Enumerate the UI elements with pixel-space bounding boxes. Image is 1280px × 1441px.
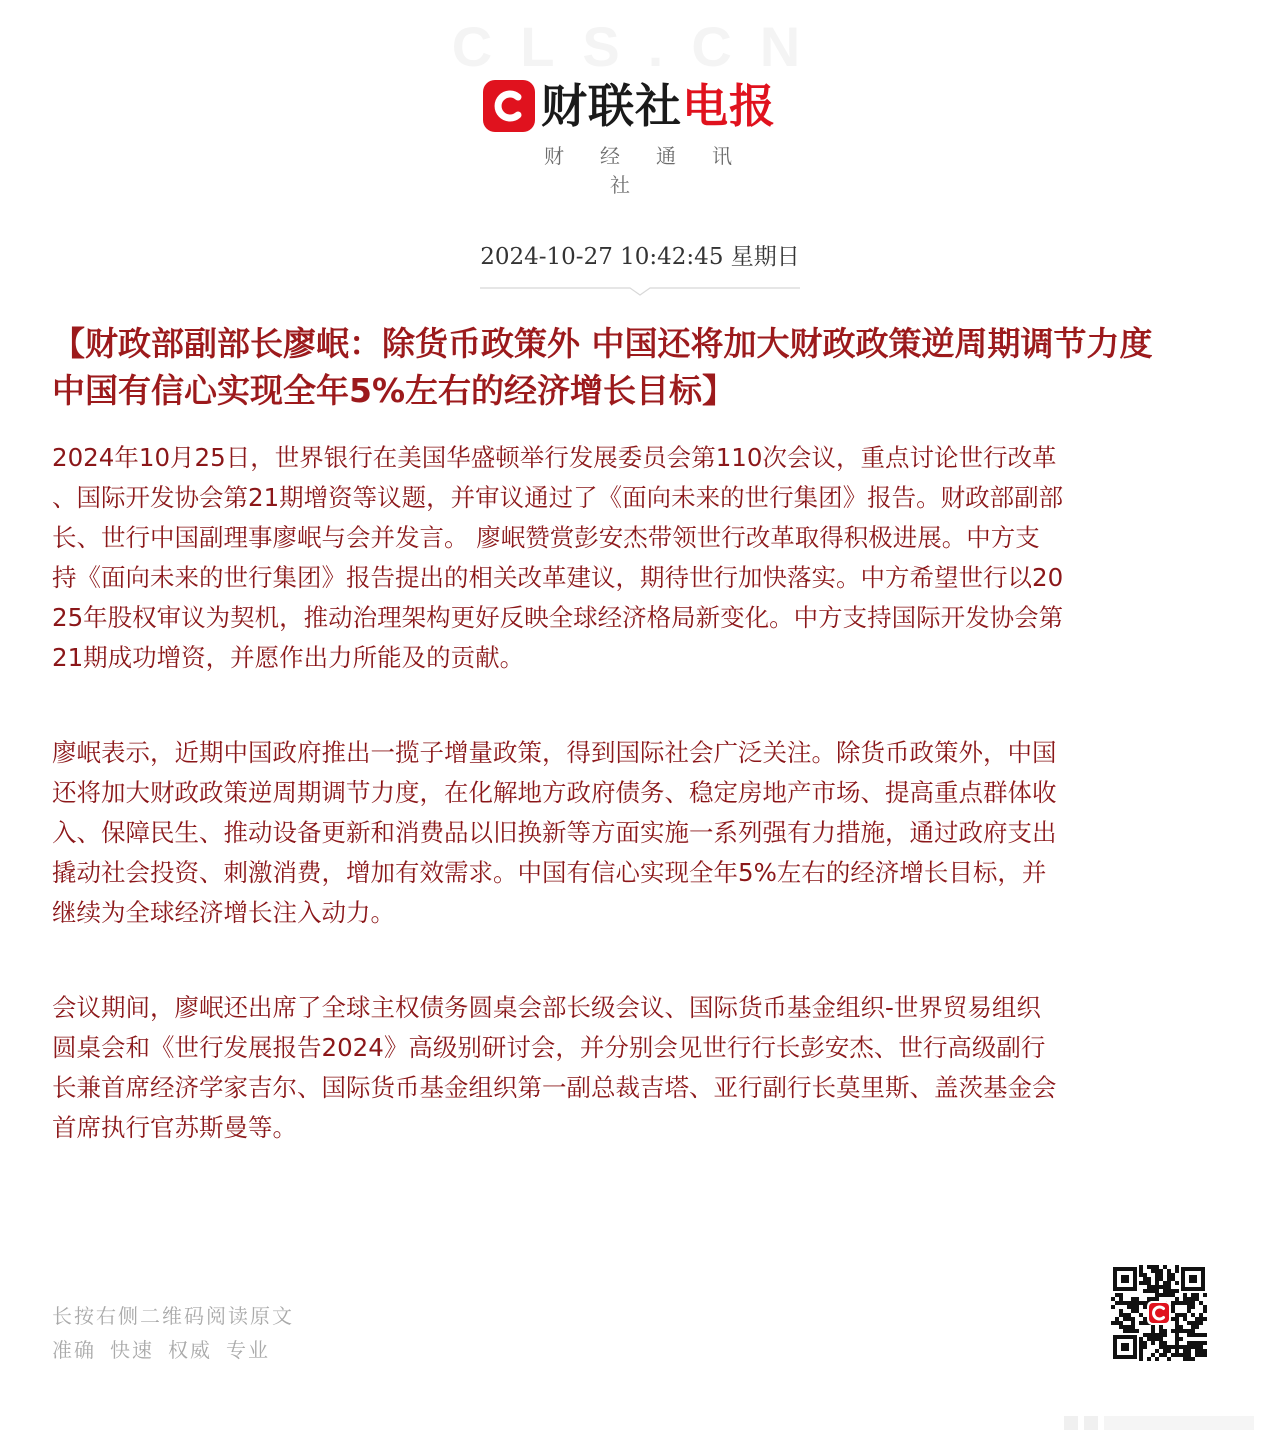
paragraph-line: 还将加大财政政策逆周期调节力度，在化解地方政府债务、稳定房地产市场、提高重点群体收 bbox=[52, 778, 1057, 807]
footer-tags bbox=[52, 1334, 284, 1363]
paragraph-line: 长、世行中国副理事廖岷与会并发言。 廖岷赞赏彭安杰带领世行改革取得积极进展。中方支 bbox=[52, 523, 1040, 552]
logo-wordmark bbox=[541, 78, 776, 134]
qr-prompt: 长按右侧二维码阅读原文 bbox=[52, 1304, 294, 1328]
divider bbox=[480, 286, 800, 296]
footer-tag: 准确 bbox=[52, 1338, 96, 1362]
paragraph-line: 长兼首席经济学家吉尔、国际货币基金组织第一副总裁吉塔、亚行副行长莫里斯、盖茨基金会 bbox=[52, 1073, 1057, 1102]
paragraph-line: 持《面向未来的世行集团》报告提出的相关改革建议，期待世行加快落实。中方希望世行以20 bbox=[52, 563, 1064, 592]
footer-tag: 快速 bbox=[110, 1338, 154, 1362]
paragraph-line: 、国际开发协会第21期增资等议题，并审议通过了《面向未来的世行集团》报告。财政部副部 bbox=[52, 483, 1064, 512]
logo-text-red: 电报 bbox=[682, 79, 776, 133]
headline-line: 【财政部副部长廖岷：除货币政策外 中国还将加大财政政策逆周期调节力度 bbox=[52, 324, 1153, 363]
paragraph-line: 首席执行官苏斯曼等。 bbox=[52, 1113, 297, 1142]
logo-subtitle: 财经通讯社 bbox=[544, 144, 768, 197]
body-paragraph-2 bbox=[52, 733, 1222, 933]
decorative-bars bbox=[1060, 1412, 1260, 1434]
headline bbox=[52, 320, 1222, 414]
watermark: CLS.CN bbox=[451, 15, 829, 78]
paragraph-line: 廖岷表示，近期中国政府推出一揽子增量政策，得到国际社会广泛关注。除货币政策外，中国 bbox=[52, 738, 1057, 767]
paragraph-line: 入、保障民生、推动设备更新和消费品以旧换新等方面实施一系列强有力措施，通过政府支出 bbox=[52, 818, 1057, 847]
logo-text-black: 财联社 bbox=[541, 79, 682, 133]
paragraph-line: 21期成功增资，并愿作出力所能及的贡献。 bbox=[52, 643, 525, 672]
paragraph-line: 继续为全球经济增长注入动力。 bbox=[52, 898, 395, 927]
footer-tag: 专业 bbox=[226, 1338, 270, 1362]
logo bbox=[483, 78, 776, 134]
body-paragraph-3 bbox=[52, 988, 1222, 1148]
publish-datetime: 2024-10-27 10:42:45 星期日 bbox=[480, 244, 800, 270]
paragraph-line: 25年股权审议为契机，推动治理架构更好反映全球经济格局新变化。中方支持国际开发协会第 bbox=[52, 603, 1064, 632]
headline-line: 中国有信心实现全年5%左右的经济增长目标】 bbox=[52, 371, 736, 410]
paragraph-line: 撬动社会投资、刺激消费，增加有效需求。中国有信心实现全年5%左右的经济增长目标，并 bbox=[52, 858, 1047, 887]
paragraph-line: 2024年10月25日，世界银行在美国华盛顿举行发展委员会第110次会议，重点讨论世行改革 bbox=[52, 443, 1057, 472]
paragraph-line: 圆桌会和《世行发展报告2024》高级别研讨会，并分别会见世行行长彭安杰、世行高级副行 bbox=[52, 1033, 1046, 1062]
qr-code-icon[interactable] bbox=[1111, 1265, 1207, 1361]
footer-tag: 权威 bbox=[168, 1338, 212, 1362]
body-paragraph-1 bbox=[52, 438, 1222, 678]
paragraph-line: 会议期间，廖岷还出席了全球主权债务圆桌会部长级会议、国际货币基金组织-世界贸易组织 bbox=[52, 993, 1041, 1022]
cls-logo-icon bbox=[483, 80, 535, 132]
